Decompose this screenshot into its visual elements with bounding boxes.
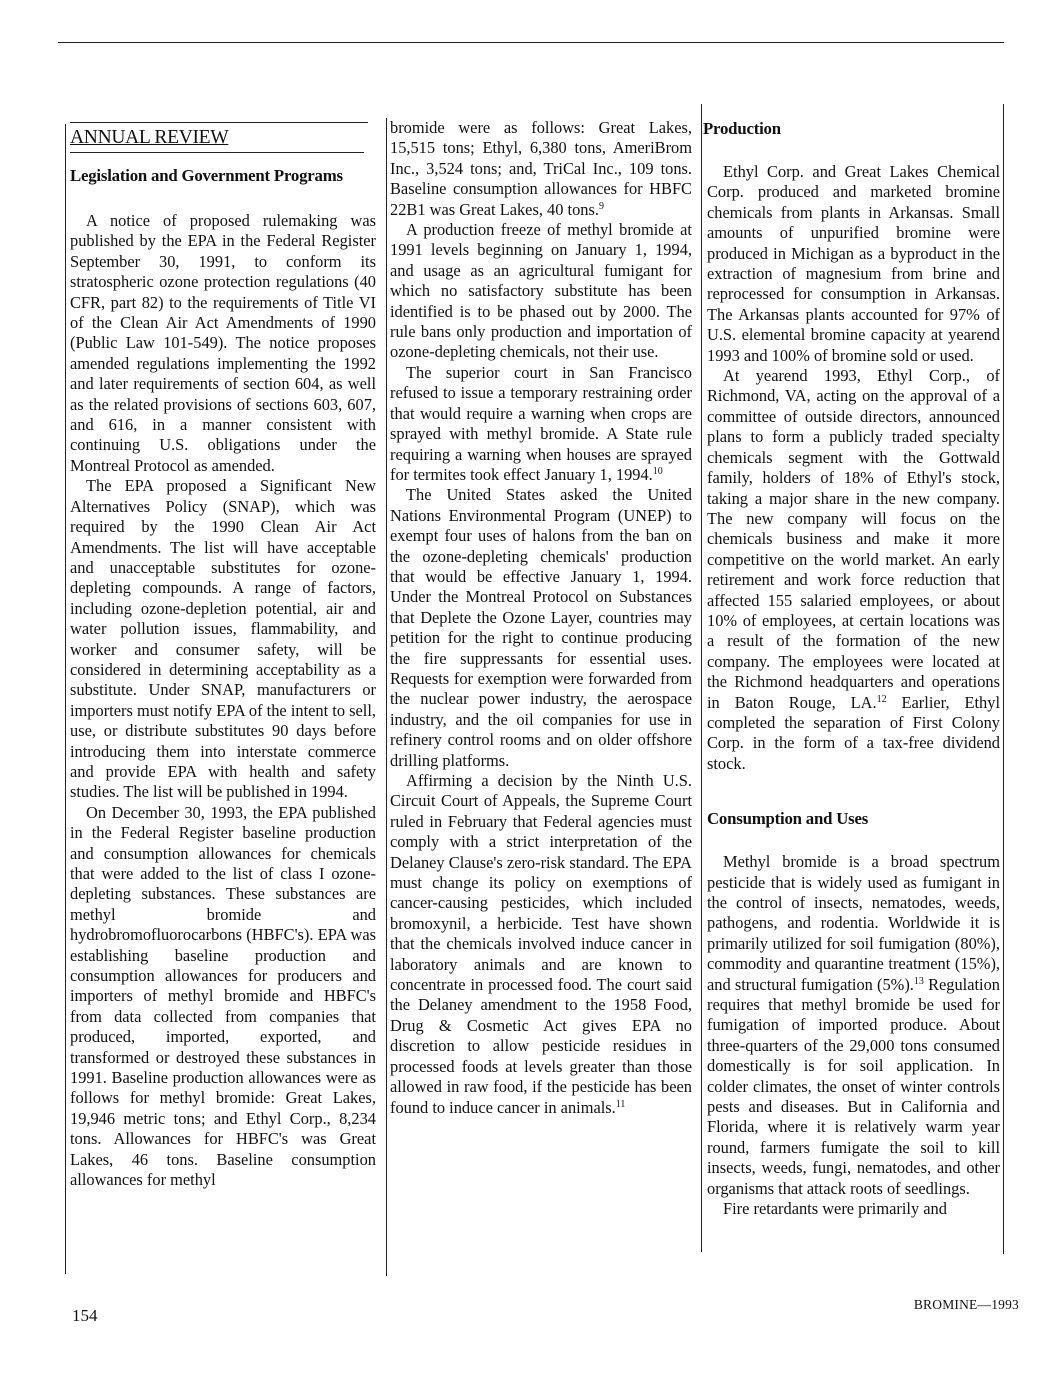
heading-legislation: Legislation and Government Programs [70,166,343,185]
paragraph: A production freeze of methyl bromide at 1991 levels beginning on January 1, 1994, and usage as an agricultural fumigant for which no satisfactory substitute has been identified is to be phased out by 2000. The rule bans only production and importation of ozone-depleting chemicals, not their use. [390,220,692,362]
paragraph [707,852,1000,1199]
paragraph [390,363,692,485]
paragraph-text: Methyl bromide is a broad spectrum pesticide that is widely used as fumigant in the control of insects, nematodes, weeds, pathogens, and rodentia. Worldwide it is primarily utilized for soil fumigation (80%), commodity and quarantine treatment (15%), and structural fumigation (5%). [707,852,1000,994]
footnote-ref: 9 [598,200,604,212]
footnote-ref: 11 [615,1098,626,1110]
heading-consumption: Consumption and Uses [707,809,869,829]
paragraph: On December 30, 1993, the EPA published in the Federal Register baseline production and consumption allowances for chemicals that were added to the list of class I ozone-depleting substances. These substances are methyl bromide and hydrobromofluorocarbons (HBFC's). EPA was establishing baseline production and consumption allowances for producers and importers of methyl bromide and HBFC's from data collected from companies that produced, imported, exported, and transformed or destroyed these substances in 1991. Baseline production allowances were as follows for methyl bromide: Great Lakes, 19,946 metric tons; and Ethyl Corp., 8,234 tons. Allowances for HBFC's was Great Lakes, 46 tons. Baseline consumption allowances for methyl [70,802,376,1190]
paragraph: A notice of proposed rulemaking was published by the EPA in the Federal Register September 30, 1991, to conform its stratospheric ozone protection regulations (40 CFR, part 82) to the requirements of Title VI of the Clean Air Act Amendments of 1990 (Public Law 101-549). The notice proposes amended regulations implementing the 1992 and later requirements of section 604, as well as the related provisions of sections 603, 607, and 616, in a manner consistent with continuing U.S. obligations under the Montreal Protocol as amended. [70,211,376,475]
paragraph-text: bromide were as follows: Great Lakes, 15,515 tons; Ethyl, 6,380 tons, AmeriBrom Inc., 3,524 tons; and, TriCal Inc., 109 tons. Baseline consumption allowances for HBFC 22B1 was Great Lakes, 40 tons. [390,118,692,219]
footnote-ref: 12 [876,693,887,705]
paragraph [390,771,692,1118]
paragraph-text: Earlier, Ethyl completed the separation of First Colony Corp. in the form of a tax-free dividend stock. [707,692,1000,773]
footnote-ref: 13 [913,975,924,987]
section-title: ANNUAL REVIEW [70,126,364,153]
top-rule [58,42,1004,43]
column-2 [390,118,692,1118]
paragraph [707,366,1000,774]
paragraph: The EPA proposed a Significant New Alternatives Policy (SNAP), which was required by the 1990 Clean Air Act Amendments. The list will have acceptable and unacceptable substitutes for ozone-depleting compounds. A range of factors, including ozone-depletion potential, air and water pollution issues, flammability, and worker and consumer safety, will be considered in determining acceptability as a substitute. Under SNAP, manufacturers or importers must notify EPA of the intent to sell, use, or distribute substitutes 90 days before introducing them into interstate commerce and provide EPA with health and safety studies. The list will be published in 1994. [70,476,376,802]
heading-production: Production [703,119,781,138]
paragraph: Fire retardants were primarily and [723,1199,947,1219]
running-head: BROMINE—1993 [913,1297,1019,1312]
footnote-ref: 10 [652,465,663,477]
page-number: 154 [72,1306,98,1325]
column-1 [70,118,376,1191]
paragraph-text: The superior court in San Francisco refused to issue a temporary restraining order that would require a warning when crops are sprayed with methyl bromide. A State rule requiring a warning when houses are sprayed for termites took effect January 1, 1994. [390,362,692,484]
paragraph-text: At yearend 1993, Ethyl Corp., of Richmond, VA, acting on the approval of a committee of outside directors, announced plans to form a publicly traded specialty chemicals segment with the Gottwald family, holders of 18% of Ethyl's stock, taking a major share in the new company. The new company will focus on the chemicals business and make it more competitive on the world market. An early retirement and work force reduction that affected 155 salaried employees, or about 10% of employees, at certain locations was a result of the formation of the new company. The employees were located at the Richmond headquarters and operations in Baton Rouge, LA. [707,366,1000,712]
column-rule-right [1003,104,1004,1254]
column-rule-2 [701,104,702,1252]
paragraph [390,118,692,220]
paragraph: The United States asked the United Nations Environmental Program (UNEP) to exempt four uses of halons from the ban on the ozone-depleting chemicals' production that would be effective January 1, 1994. Under the Montreal Protocol on Substances that Deplete the Ozone Layer, countries may petition for the right to continue producing the fire suppressants for essential uses. Requests for exemption were forwarded from the nuclear power industry, the aerospace industry, and the oil companies for use in refinery control rooms and on older offshore drilling platforms. [390,485,692,770]
paragraph: Ethyl Corp. and Great Lakes Chemical Corp. produced and marketed bromine chemicals from plants in Arkansas. Small amounts of unpurified bromine were produced in Michigan as a byproduct in the extraction of magnesium from brine and reprocessed for consumption in Arkansas. The Arkansas plants accounted for 97% of U.S. elemental bromine capacity at yearend 1993 and 100% of bromine sold or used. [707,162,1000,365]
paragraph-text: Regulation requires that methyl bromide be used for fumigation of imported produce. About three-quarters of the 29,000 tons consumed domestically is for soil application. In colder climates, the onset of winter controls pests and diseases. But in California and Florida, where it is relatively warm year round, farmers fumigate the soil to kill insects, weeds, fungi, nematodes, and other organisms that attack roots of seedlings. [707,974,1000,1198]
paragraph-text: Affirming a decision by the Ninth U.S. Circuit Court of Appeals, the Supreme Court ruled in February that Federal agencies must comply with a strict interpretation of the Delaney Clause's zero-risk standard. The EPA must change its policy on exemptions of cancer-causing pesticides, which included bromoxynil, a herbicide. Test have shown that the chemicals involved induce cancer in laboratory animals and are known to concentrate in processed food. The court said the Delaney amendment to the 1958 Food, Drug & Cosmetic Act gives EPA no discretion to allow pesticide residues in processed foods at levels greater than those allowed in raw food, if the pesticide has been found to induce cancer in animals. [390,771,692,1117]
column-3 [703,118,1000,1220]
column-rule-left [65,124,66,1274]
column-rule-1 [386,118,387,1276]
